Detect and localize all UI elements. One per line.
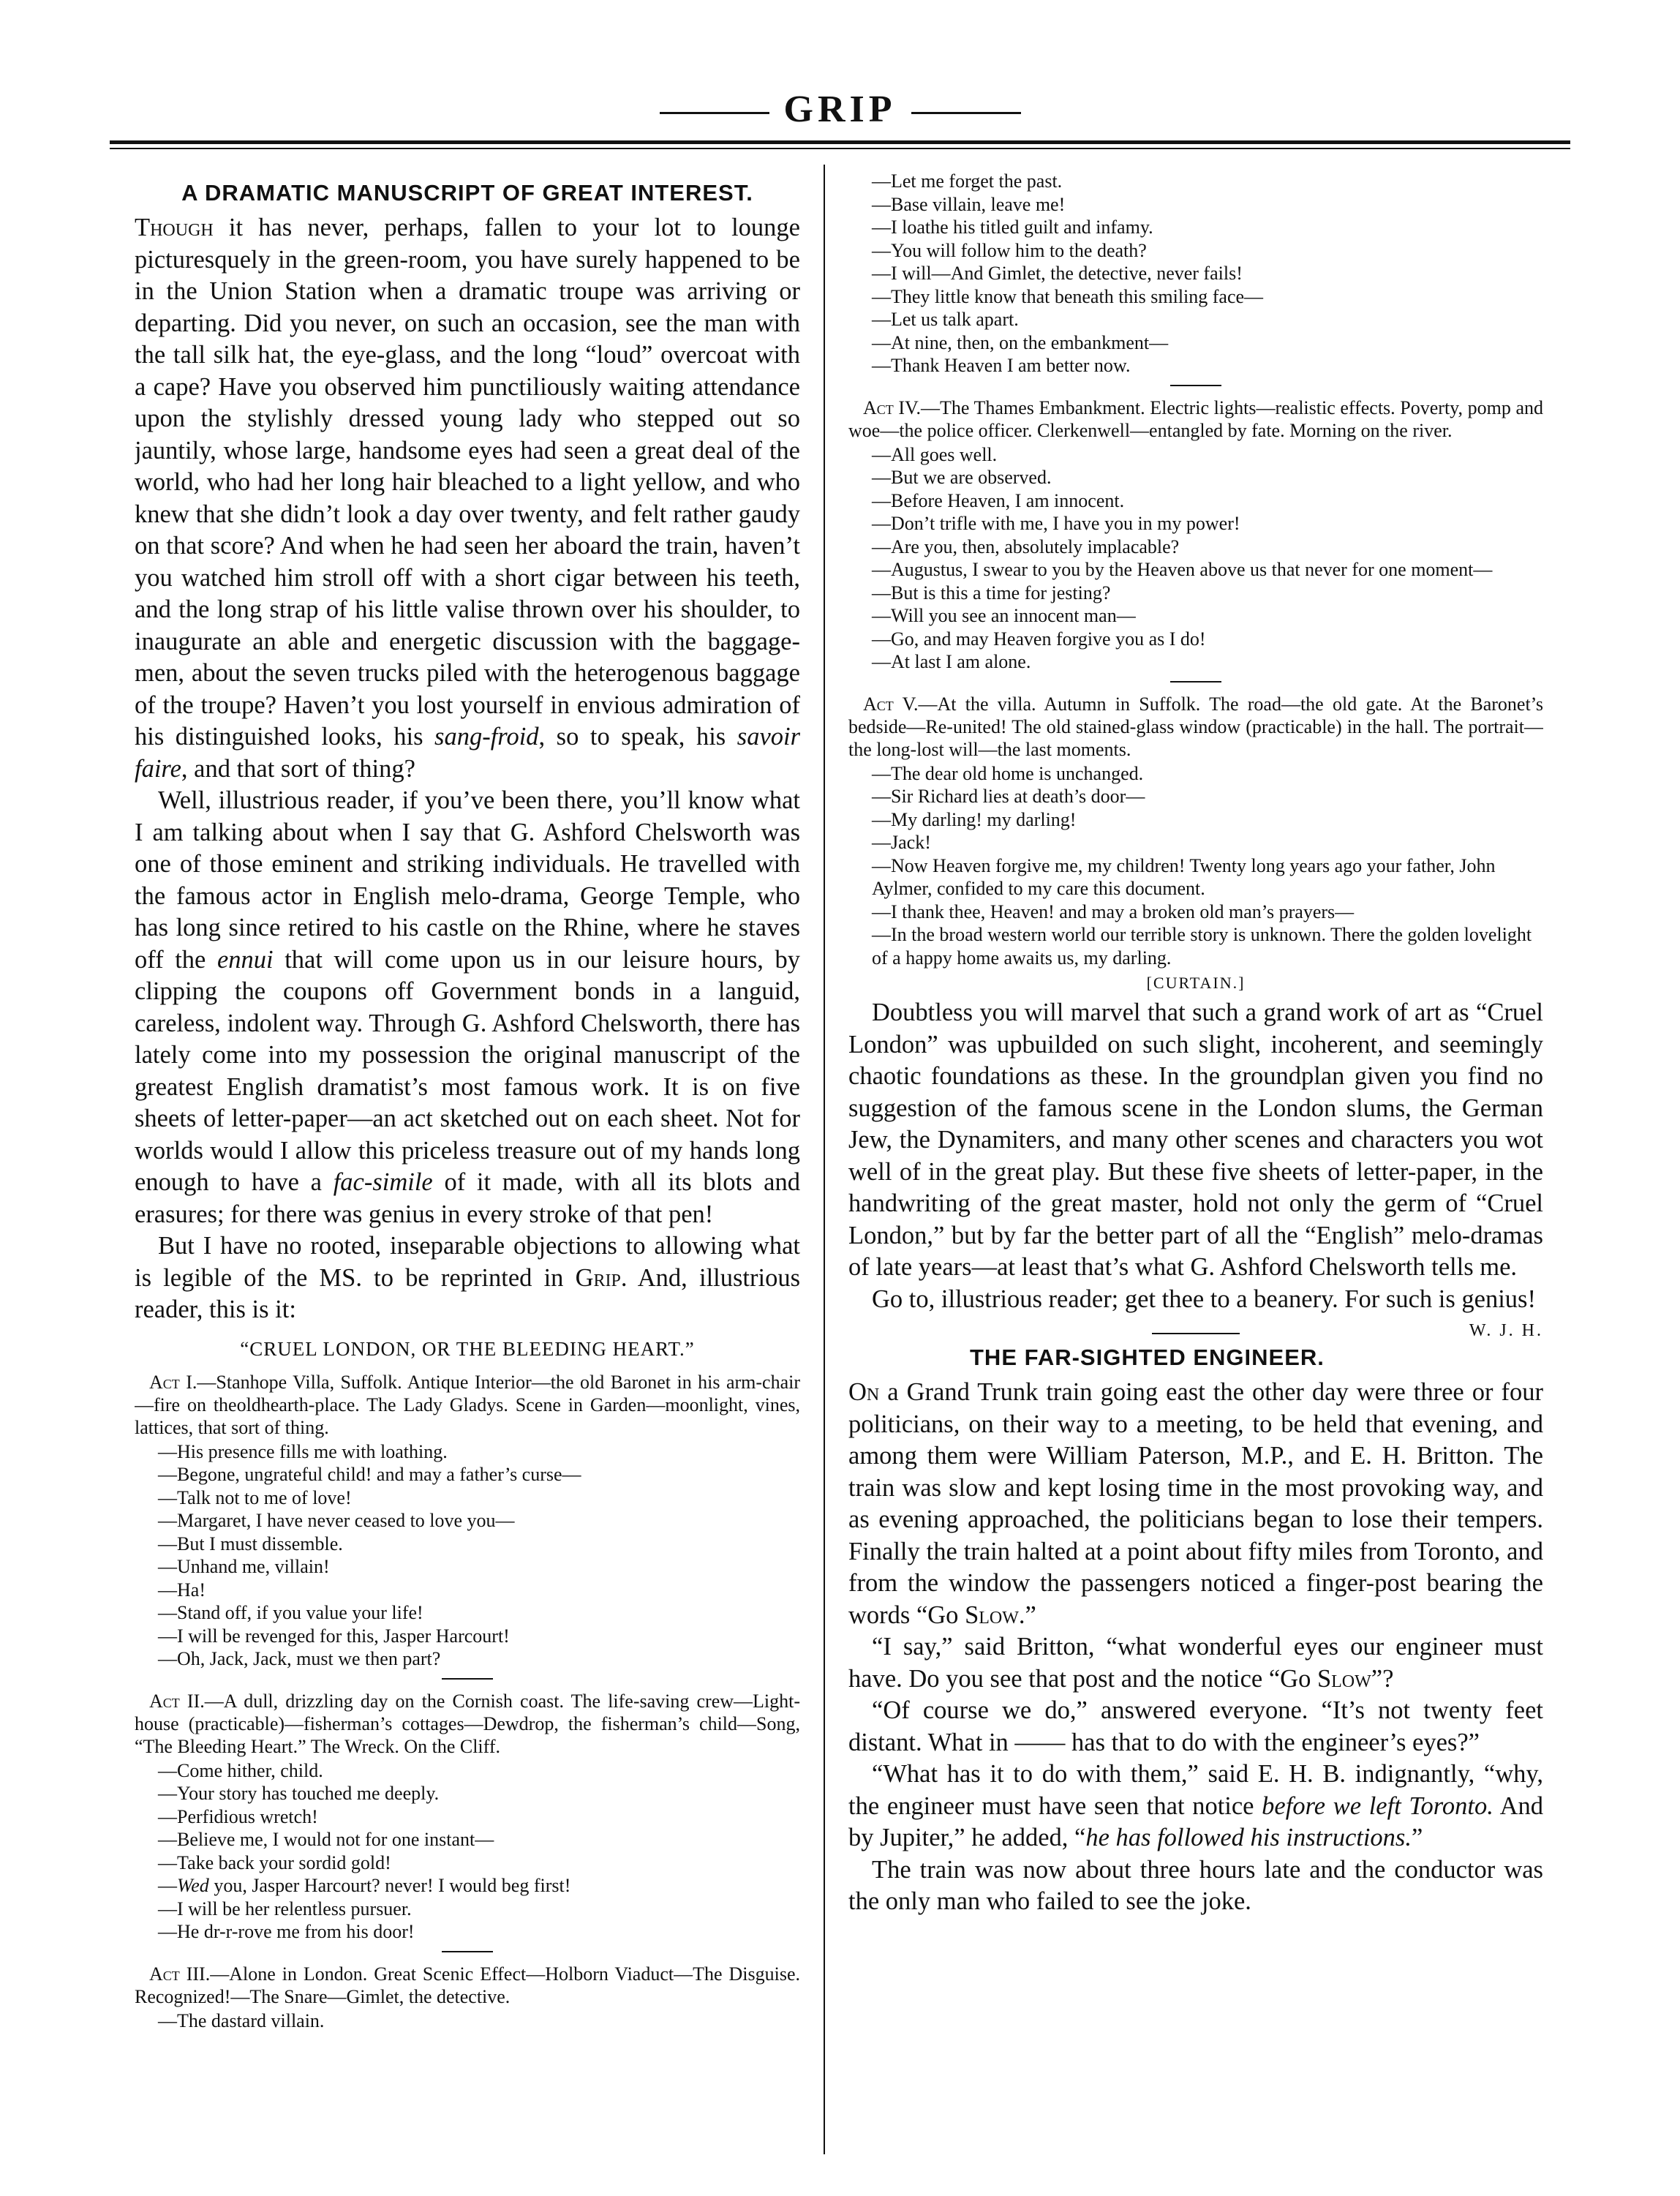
masthead-rule	[110, 140, 1570, 144]
dialogue-line: —Will you see an innocent man—	[872, 605, 1136, 626]
paragraph-2	[848, 1631, 1543, 1695]
section-rule	[442, 1678, 493, 1680]
text: of it made, with all its blots and erasures; for there was genius in every stroke of that pen!	[135, 1168, 800, 1228]
text: you, Jasper Harcourt? never! I would beg first!	[208, 1875, 571, 1896]
dialogue-line: —Are you, then, absolutely implacable?	[872, 535, 1180, 557]
act-label: Act III.	[149, 1963, 211, 1985]
dialogue-line: —You will follow him to the death?	[872, 239, 1147, 261]
text: —At the villa. Autumn in Suffolk. The road—the old gate. At the Baronet’s bedside—Re-united! The old stained-glass window (practicable) in the hall. The portrait—the long-lost will—the last moments.	[848, 693, 1543, 760]
dialogue-line: —I will be her relentless pursuer.	[158, 1898, 412, 1919]
masthead	[110, 88, 1570, 168]
act-label: Act I.	[149, 1371, 197, 1393]
left-column	[135, 170, 800, 2159]
act-1-lines	[135, 1440, 800, 1671]
masthead-title: GRIP	[110, 88, 1570, 131]
dialogue-line: —Talk not to me of love!	[158, 1486, 352, 1508]
text: “What has it to do with them,” said E. H. B. indignantly, “why, the engineer must have seen that notice	[848, 1760, 1543, 1820]
paragraph-4	[848, 1759, 1543, 1854]
text: that will come upon us in our leisure hours, by clipping the coupons off Government bonds in a languid, careless, indolent way. Through G. Ashford Chelsworth, there has lately come into my possession the original manuscript of the greatest English dramatist’s most famous work. It is on five sheets of letter-paper—an act sketched out on each sheet. Not for worlds would I allow this priceless treasure out of my hands long enough to have a	[135, 945, 800, 1196]
section-rule	[442, 1951, 493, 1952]
dialogue-line: —He dr-r-rove me from his door!	[158, 1921, 415, 1942]
dialogue-line: —But is this a time for jesting?	[872, 582, 1111, 603]
sign-word: Slow	[965, 1601, 1019, 1629]
text: But I have no rooted, inseparable objections to allowing what is legible of the MS. to be reprinted in	[135, 1232, 800, 1292]
article-heading: THE FAR-SIGHTED ENGINEER.	[970, 1345, 1325, 1370]
dialogue-line: —Believe me, I would not for one instant—	[158, 1829, 494, 1850]
dialogue-line: —But we are observed.	[872, 467, 1052, 488]
dialogue-line: —Wed you, Jasper Harcourt? never! I would beg first!	[158, 1875, 571, 1896]
text: , so to speak, his	[538, 723, 737, 751]
text: —The Thames Embankment. Electric lights—realistic effects. Poverty, pomp and woe—the police officer. Clerkenwell—entangled by fate. Morning on the river.	[848, 396, 1543, 441]
italic-term: before we left Toronto.	[1262, 1791, 1493, 1820]
text: —Stanhope Villa, Suffolk. Antique Interior—the old Baronet in his arm-chair—fire on theoldhearth-place. The Lady Gladys. Scene in Garden—moonlight, vines, lattices, that sort of thing.	[135, 1371, 800, 1438]
dialogue-line: —Jack!	[872, 832, 931, 853]
dialogue-line: —Augustus, I swear to you by the Heaven above us that never for one moment—	[872, 559, 1493, 580]
text: Well, illustrious reader, if you’ve been there, you’ll know what I am talking about when I say that G. Ashford Chelsworth was one of those eminent and striking individuals. He travelled with the famous actor in English melo-drama, George Temple, who has long since retired to his castle on the Rhine, where he staves off the	[135, 786, 800, 974]
dialogue-line: —Come hither, child.	[158, 1759, 323, 1781]
paragraph-5	[848, 1284, 1543, 1340]
paragraph-3: “Of course we do,” answered everyone. “It’s not twenty feet distant. What in —— has that to do with the engineer’s eyes?”	[848, 1696, 1543, 1756]
act-label: Act V.	[863, 693, 919, 715]
dialogue-line: —All goes well.	[872, 443, 998, 465]
curtain-note: [CURTAIN.]	[1146, 974, 1246, 992]
dialogue-line: —Go, and may Heaven forgive you as I do!	[872, 628, 1206, 650]
dialogue-line: —Stand off, if you value your life!	[158, 1602, 423, 1623]
dialogue-line: —Oh, Jack, Jack, must we then part?	[158, 1648, 441, 1669]
dialogue-line: —Don’t trifle with me, I have you in my power!	[872, 513, 1240, 534]
dialogue-line: —Unhand me, villain!	[158, 1556, 330, 1577]
dialogue-line: —The dear old home is unchanged.	[872, 762, 1144, 784]
article-separator	[1152, 1333, 1240, 1334]
lead-word: On	[848, 1378, 880, 1406]
italic-term: savoir faire	[135, 723, 800, 783]
text: . And, illustrious reader, this is it:	[135, 1263, 800, 1323]
dialogue-line: —I thank thee, Heaven! and may a broken old man’s prayers—	[872, 900, 1355, 922]
act-label: Act IV.	[863, 396, 921, 418]
paragraph-5: The train was now about three hours late and the conductor was the only man who failed to see the joke.	[848, 1855, 1543, 1915]
act-1-description	[135, 1371, 800, 1439]
text: , and that sort of thing?	[181, 754, 415, 783]
dialogue-line: —Your story has touched me deeply.	[158, 1783, 440, 1804]
text: it has never, perhaps, fallen to your lot to lounge picturesquely in the green-room, you have surely happened to be in the Union Station when a dramatic troupe was arriving or departing. Did you never, on such an occasion, see the man with the tall silk hat, the eye-glass, and the long “loud” overcoat with a cape? Have you observed him punctiliously waiting attendance upon the stylishly dressed young lady who stepped out so jauntily, whose large, handsome eyes had seen a great deal of the world, who had her long hair bleached to a light yellow, and who knew that she didn’t look a day over twenty, and felt rather gaudy on that score? And when he had seen her aboard the train, haven’t you watched him stroll off with a short cigar between his teeth, and the long strap of his little valise thrown over his shoulder, to inaugurate an able and energetic discussion with the baggage-men, about the seven trucks piled with the heterogenous baggage of the troupe? Haven’t you lost yourself in envious admiration of his distinguished looks, his	[135, 214, 800, 751]
act-3-description	[135, 1963, 800, 2008]
dialogue-line: —They little know that beneath this smiling face—	[872, 285, 1264, 307]
dialogue-line: —Base villain, leave me!	[872, 193, 1066, 215]
lead-word: Though	[135, 214, 214, 241]
dialogue-line: —But I must dissemble.	[158, 1533, 343, 1554]
dialogue-line: —Now Heaven forgive me, my children! Twenty long years ago your father, John Aylmer, confided to my care this document.	[872, 854, 1496, 899]
dialogue-line: —Let me forget the past.	[872, 170, 1063, 192]
text: And by Jupiter,” he added, “	[848, 1791, 1543, 1851]
dialogue-line: —I will be revenged for this, Jasper Harcourt!	[158, 1625, 510, 1647]
right-column	[848, 170, 1543, 2159]
paragraph-1	[848, 1377, 1543, 1631]
text: “I say,” said Britton, “what wonderful eyes our engineer must have. Do you see that post and the notice “Go	[848, 1633, 1543, 1693]
text: Go to, illustrious reader; get thee to a beanery. For such is genius!	[872, 1285, 1536, 1313]
sign-word: Slow	[1316, 1664, 1371, 1693]
dialogue-line: —The dastard villain.	[158, 2009, 325, 2031]
italic-term: sang-froid	[434, 723, 539, 751]
dialogue-line: —I will—And Gimlet, the detective, never fails!	[872, 263, 1243, 284]
act-4-lines	[848, 443, 1543, 674]
paragraph-2	[135, 785, 800, 1230]
dialogue-line: —Sir Richard lies at death’s door—	[872, 786, 1145, 807]
paragraph-3	[135, 1230, 800, 1326]
act-2-lines	[135, 1759, 800, 1944]
text: a Grand Trunk train going east the other day were three or four politicians, on their way to a meeting, to be held that evening, and among them were William Paterson, M.P., and E. H. Britton. The train was slow and kept losing time in the most provoking way, and as evening approached, the politicians began to lose their tempers. Finally the train halted at a point about fifty miles from Toronto, and from the window the passengers noticed a finger-post bearing the words “Go	[848, 1378, 1543, 1629]
dialogue-line: —Take back your sordid gold!	[158, 1851, 391, 1873]
grip-name: Grip	[575, 1263, 621, 1292]
italic-term: fac-simile	[333, 1168, 433, 1196]
act-label: Act II.	[149, 1690, 205, 1712]
text: ”	[1411, 1824, 1423, 1851]
act-5-description	[848, 693, 1543, 761]
act-5-lines	[848, 762, 1543, 970]
signature: W. J. H.	[1469, 1321, 1543, 1340]
dialogue-line: —His presence fills me with loathing.	[158, 1440, 448, 1462]
italic-term: ennui	[216, 945, 274, 974]
italic-term: Wed	[177, 1875, 209, 1896]
italic-term: he has followed his instructions.	[1085, 1824, 1412, 1851]
dialogue-line: —I loathe his titled guilt and infamy.	[872, 217, 1153, 238]
text: .”	[1018, 1601, 1036, 1629]
text: —Alone in London. Great Scenic Effect—Holborn Viaduct—The Disguise. Recognized!—The Snare—Gimlet, the detective.	[135, 1963, 800, 2007]
dialogue-line: —Begone, ungrateful child! and may a father’s curse—	[158, 1464, 581, 1485]
dialogue-line: —Before Heaven, I am innocent.	[872, 489, 1125, 511]
column-divider	[824, 165, 825, 2154]
section-rule	[1170, 385, 1221, 386]
dialogue-line: —Ha!	[158, 1579, 206, 1601]
dialogue-line: —Thank Heaven I am better now.	[872, 355, 1131, 376]
dialogue-line: —At last I am alone.	[872, 651, 1031, 672]
article-heading: A DRAMATIC MANUSCRIPT OF GREAT INTEREST.	[181, 180, 753, 206]
dialogue-line: —Let us talk apart.	[872, 309, 1019, 330]
paragraph-4: Doubtless you will marvel that such a grand work of art as “Cruel London” was upbuilded on such slight, incoherent, and seemingly chaotic foundations as these. In the groundplan given you find no suggestion of the famous scene in the London slums, the German Jew, the Dynamiters, and many other scenes and characters you wot well of in the great play. But these five sheets of letter-paper, in the handwriting of the great master, hold not only the germ of “Cruel London,” but by far the better part of all the “English” melo-dramas of late years—at least that’s what G. Ashford Chelsworth tells me.	[848, 999, 1543, 1281]
text: ”?	[1371, 1664, 1394, 1693]
play-title: “CRUEL LONDON, OR THE BLEEDING HEART.”	[240, 1337, 695, 1360]
dialogue-line: —Margaret, I have never ceased to love you—	[158, 1510, 515, 1531]
section-rule	[1170, 681, 1221, 683]
dialogue-line: —Perfidious wretch!	[158, 1805, 318, 1827]
act-2-description	[135, 1690, 800, 1758]
act-3-lines	[135, 2009, 800, 2033]
dialogue-line: —At nine, then, on the embankment—	[872, 331, 1169, 353]
act-4-description	[848, 396, 1543, 442]
masthead-rule-thin	[110, 148, 1570, 149]
act-3-lines-continued	[848, 170, 1543, 377]
paragraph-1	[135, 212, 800, 785]
text: —A dull, drizzling day on the Cornish coast. The life-saving crew—Light-house (practicable)—fisherman’s cottages—Dewdrop, the fisherman’s child—Song, “The Bleeding Heart.” The Wreck. On the Cliff.	[135, 1690, 800, 1757]
dialogue-line: —My darling! my darling!	[872, 808, 1077, 830]
dialogue-line: —In the broad western world our terrible story is unknown. There the golden lovelight of a happy home awaits us, my darling.	[872, 924, 1532, 969]
